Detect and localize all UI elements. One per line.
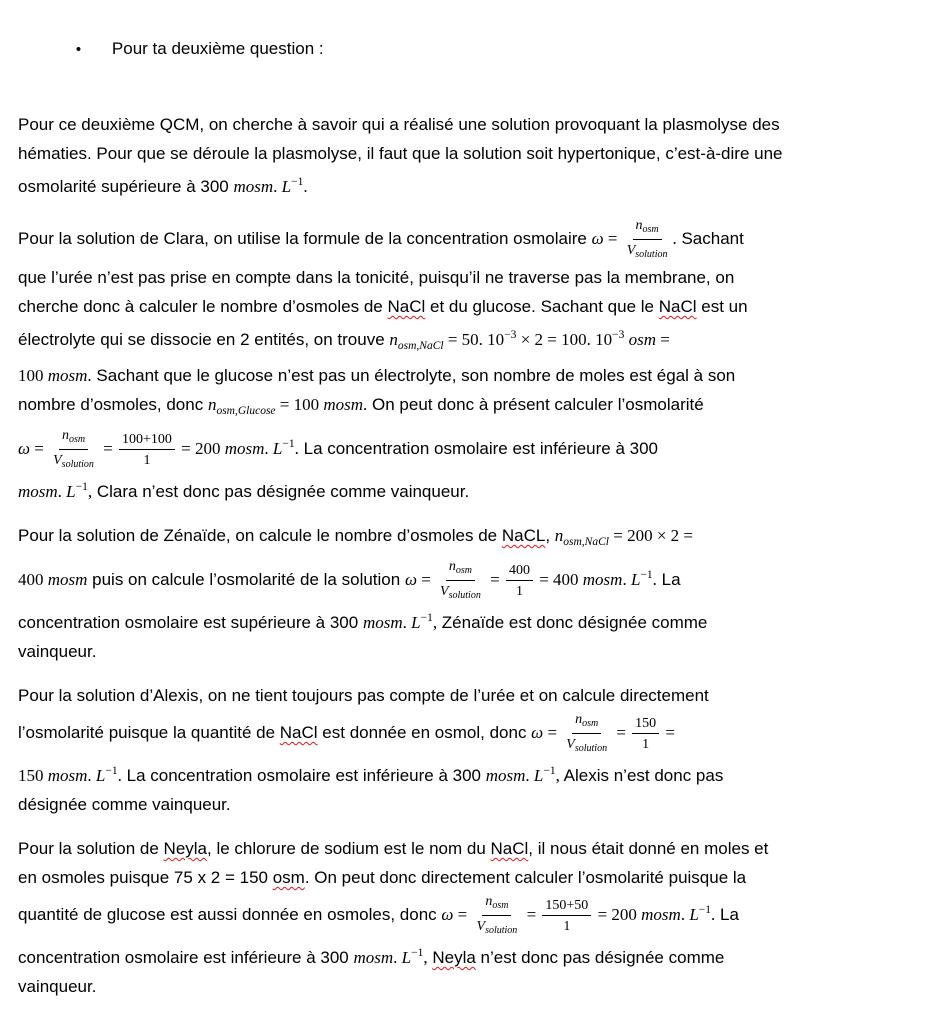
math-variable: mosm [582, 569, 623, 589]
math-number: . [363, 395, 368, 414]
math-variable: L [630, 569, 641, 589]
text-run: On peut donc à présent calculer l’osmolarité [367, 395, 704, 414]
text-line [18, 892, 918, 939]
text-line [18, 110, 918, 139]
math-variable: mosm [47, 569, 88, 589]
math-variable: L [281, 177, 292, 196]
math-variable: n [61, 428, 69, 443]
fraction-numerator [633, 216, 662, 240]
misspelled-word: osm [272, 868, 305, 887]
text-line [18, 139, 918, 168]
math-superscript: −1 [698, 903, 712, 916]
text-line [18, 361, 918, 390]
math-subscript: osm [455, 565, 472, 576]
math-number: = [656, 330, 670, 349]
text-run: Pour la solution de Zénaïde, on calcule le nombre d’osmoles de [18, 526, 502, 545]
math-superscript: −1 [543, 765, 556, 777]
fraction-numerator [59, 426, 88, 450]
math-number: 150+50 [545, 898, 589, 913]
math-number: = [30, 438, 49, 458]
math-variable: osm [628, 330, 657, 349]
text-line [18, 681, 918, 710]
fraction-numerator [632, 714, 659, 734]
text-run: vainqueur. [18, 642, 97, 661]
document-body [18, 110, 918, 1001]
fraction-numerator [482, 892, 511, 916]
math-variable: mosm [485, 766, 526, 785]
text-run: Pour ce deuxième QCM, on cherche à savoir qui a réalisé une solution provoquant la plasmolyse des [18, 115, 780, 134]
math-variable: V [626, 243, 636, 258]
paragraph [18, 216, 918, 506]
misspelled-word: Neyla [432, 948, 476, 967]
math-variable: ω [404, 569, 417, 589]
fraction-denominator [563, 734, 610, 757]
text-run: Pour la solution de Clara, on utilise la formule de la concentration osmolaire [18, 228, 592, 248]
math-number: 400 [18, 569, 48, 589]
math-number: = 200 × 2 = [608, 526, 693, 545]
math-variable: L [689, 904, 699, 924]
text-run: l’osmolarité puisque la quantité de [18, 722, 280, 742]
fraction-numerator [542, 896, 591, 916]
text-run: vainqueur. [18, 977, 97, 996]
text-run: La concentration osmolaire est inférieure à 300 [298, 438, 658, 458]
math-number: 1 [642, 737, 650, 752]
math-variable: n [575, 712, 583, 727]
math-subscript: solution [635, 249, 668, 260]
fraction-numerator [446, 557, 475, 581]
math-number: = [543, 722, 562, 742]
text-line [18, 426, 918, 473]
math-number: = 400 [534, 569, 583, 589]
misspelled-word: NaCl [279, 722, 318, 742]
math-number: . [264, 438, 273, 458]
fraction-denominator [50, 450, 97, 473]
text-run: est donnée en osmol, donc [317, 722, 532, 742]
math-subscript: osm,NaCl [397, 340, 444, 352]
fraction [437, 557, 484, 604]
math-variable: ω [441, 904, 454, 924]
fraction [624, 216, 671, 263]
math-number: 150 [18, 766, 48, 785]
fraction [506, 561, 533, 600]
math-number: × 2 = 100. 10 [516, 330, 613, 349]
paragraph [18, 110, 918, 201]
math-number: 100+100 [122, 432, 172, 447]
misspelled-word: NaCl [658, 297, 697, 316]
math-variable: V [53, 453, 62, 468]
math-superscript: −1 [105, 765, 118, 777]
math-subscript: osm,NaCl [563, 536, 609, 548]
fraction-denominator [624, 240, 671, 263]
math-variable: mosm [641, 904, 681, 924]
text-line [18, 473, 918, 506]
text-run: Sachant que le glucose n’est pas un électrolyte, son nombre de moles est égal à son [91, 366, 736, 385]
math-number: . [652, 569, 657, 589]
math-number: 1 [515, 584, 523, 599]
math-superscript: −1 [75, 481, 88, 493]
misspelled-word: NaCL [501, 526, 546, 545]
fraction [50, 426, 97, 473]
text-run: . On peut donc directement calculer l’osmolarité puisque la [304, 868, 747, 887]
fraction-numerator [572, 710, 601, 734]
math-variable: mosm [47, 766, 88, 785]
text-run: , il nous était donné en moles et [528, 839, 769, 858]
math-variable: mosm [323, 395, 364, 414]
text-line [18, 939, 918, 972]
text-run: concentration osmolaire est inférieure à 300 [18, 948, 354, 967]
math-number: . [525, 766, 534, 785]
math-superscript: −3 [504, 329, 517, 341]
math-variable: V [476, 919, 486, 934]
text-run: et du glucose. Sachant que le [425, 297, 659, 316]
math-subscript: solution [448, 590, 481, 601]
math-variable: ω [531, 722, 544, 742]
text-line [18, 710, 918, 757]
text-run: Pour la solution de [18, 839, 164, 858]
paragraph [18, 521, 918, 666]
text-run: La [715, 904, 739, 924]
bullet-marker: • [75, 41, 82, 58]
text-line [18, 757, 918, 790]
text-run: cherche donc à calculer le nombre d’osmoles de [18, 297, 388, 316]
math-number: = [485, 569, 504, 589]
math-subscript: osm [582, 718, 599, 729]
misspelled-word: Neyla [163, 839, 208, 858]
text-line [18, 972, 918, 1001]
math-subscript: osm,Glucose [216, 405, 276, 417]
fraction [563, 710, 610, 757]
math-subscript: osm [492, 900, 509, 911]
math-number: = [416, 569, 436, 589]
text-run: hématies. Pour que se déroule la plasmolyse, il faut que la solution soit hypertonique, c’est-à-dire une [18, 144, 783, 163]
fraction-denominator [474, 916, 521, 939]
fraction [119, 430, 175, 469]
math-number: . [87, 366, 92, 385]
text-line [18, 557, 918, 604]
text-run: La [656, 569, 681, 589]
text-line [18, 263, 918, 292]
math-number: . [622, 569, 631, 589]
text-run: n’est donc pas désignée comme [475, 948, 725, 967]
math-number: , [555, 766, 560, 785]
text-line [18, 390, 918, 426]
math-number: = [453, 904, 472, 924]
text-run: que l’urée n’est pas prise en compte dans la tonicité, puisqu’il ne traverse pas la membrane, on [18, 268, 735, 287]
math-variable: ω [591, 228, 604, 248]
math-variable: mosm [233, 177, 274, 196]
math-number: , [432, 613, 438, 632]
math-variable: n [207, 395, 217, 414]
fraction-denominator [140, 450, 153, 469]
math-variable: L [66, 482, 76, 501]
math-variable: mosm [18, 482, 58, 501]
math-variable: L [411, 613, 421, 632]
math-variable: n [389, 330, 398, 349]
math-subscript: osm [68, 434, 86, 445]
text-run: Clara n’est donc pas désignée comme vainqueur. [92, 482, 470, 501]
text-run: concentration osmolaire est supérieure à 300 [18, 613, 363, 632]
math-number: = 100 [275, 395, 324, 414]
misspelled-word: NaCl [490, 839, 529, 858]
math-number: . [273, 177, 282, 196]
math-number: , [87, 482, 93, 501]
math-number: . [680, 904, 690, 924]
math-number: . [294, 438, 299, 458]
text-line [18, 863, 918, 892]
math-number: = [612, 722, 631, 742]
text-run: , [545, 526, 555, 545]
math-number: 150 [635, 716, 657, 731]
text-run: électrolyte qui se dissocie en 2 entités, on trouve [18, 330, 390, 349]
math-number: = [522, 904, 541, 924]
text-run: en osmoles puisque 75 x 2 = 150 [18, 868, 273, 887]
math-variable: mosm [362, 613, 403, 632]
text-run: , le chlorure de sodium est le nom du [207, 839, 491, 858]
bullet-text: Pour ta deuxième question : [111, 39, 324, 58]
fraction-denominator [513, 581, 526, 600]
fraction [542, 896, 591, 935]
math-number: 100 [18, 366, 48, 385]
bullet-item [18, 5, 918, 93]
math-number: . [87, 766, 96, 785]
fraction [474, 892, 521, 939]
text-run: Alexis n’est donc pas [559, 766, 724, 785]
math-variable: n [448, 559, 456, 574]
math-superscript: −3 [612, 329, 625, 341]
math-number: = [603, 228, 622, 248]
math-superscript: −1 [640, 568, 653, 581]
text-line [18, 216, 918, 263]
text-line [18, 790, 918, 819]
math-variable: mosm [353, 948, 394, 967]
fraction-denominator [560, 916, 573, 935]
math-number: . [672, 228, 677, 248]
math-number: 1 [563, 919, 571, 934]
math-variable: V [440, 584, 449, 599]
fraction-numerator [506, 561, 533, 581]
math-number: = [98, 438, 117, 458]
math-variable: V [566, 737, 575, 752]
math-number: . [393, 948, 402, 967]
math-superscript: −1 [282, 437, 295, 450]
math-variable: n [635, 218, 643, 233]
math-number: = 200 [593, 904, 642, 924]
text-run: quantité de glucose est aussi donnée en osmoles, donc [18, 904, 442, 924]
math-superscript: −1 [291, 176, 304, 188]
text-line [18, 834, 918, 863]
math-superscript: −1 [420, 612, 433, 624]
text-line [18, 168, 918, 201]
text-line [18, 637, 918, 666]
text-run: puis on calcule l’osmolarité de la solution [87, 569, 405, 589]
math-number: 400 [508, 563, 530, 578]
paragraph [18, 834, 918, 1001]
math-number: . [711, 904, 716, 924]
math-number: 1 [143, 453, 151, 468]
math-subscript: solution [485, 925, 518, 936]
text-run: osmolarité supérieure à 300 [18, 177, 234, 196]
math-variable: ω [18, 438, 31, 458]
text-run: désignée comme vainqueur. [18, 795, 231, 814]
math-variable: L [95, 766, 106, 785]
math-number: = 200 [176, 438, 225, 458]
math-number: , [423, 948, 428, 967]
math-subscript: solution [574, 743, 608, 754]
math-variable: mosm [224, 438, 265, 458]
math-variable: L [533, 766, 544, 785]
misspelled-word: NaCl [387, 297, 426, 316]
text-line [18, 604, 918, 637]
math-number: = 50. 10 [443, 330, 505, 349]
text-line [18, 521, 918, 557]
math-number: . [402, 613, 412, 632]
math-variable: n [554, 526, 564, 545]
text-run: La concentration osmolaire est inférieure à 300 [121, 766, 486, 785]
fraction-denominator [639, 734, 652, 753]
text-run: est un [696, 297, 748, 316]
paragraph [18, 681, 918, 819]
text-line [18, 292, 918, 321]
math-variable: L [272, 438, 283, 458]
math-number: . [117, 766, 122, 785]
math-number: . [57, 482, 67, 501]
text-line [18, 321, 918, 361]
text-run: nombre d’osmoles, donc [18, 395, 208, 414]
math-subscript: osm [642, 224, 659, 235]
math-superscript: −1 [411, 947, 424, 959]
fraction [632, 714, 659, 753]
text-run: Pour la solution d’Alexis, on ne tient toujours pas compte de l’urée et on calcule directement [18, 686, 709, 705]
text-run: Sachant [676, 228, 744, 248]
fraction-numerator [119, 430, 175, 450]
math-subscript: solution [61, 459, 94, 470]
math-number: = [661, 722, 676, 742]
math-variable: mosm [47, 366, 88, 385]
fraction-denominator [437, 581, 484, 604]
math-variable: L [401, 948, 412, 967]
math-variable: n [485, 894, 493, 909]
math-number: . [303, 177, 308, 196]
text-run: Zénaïde est donc désignée comme [437, 613, 708, 632]
